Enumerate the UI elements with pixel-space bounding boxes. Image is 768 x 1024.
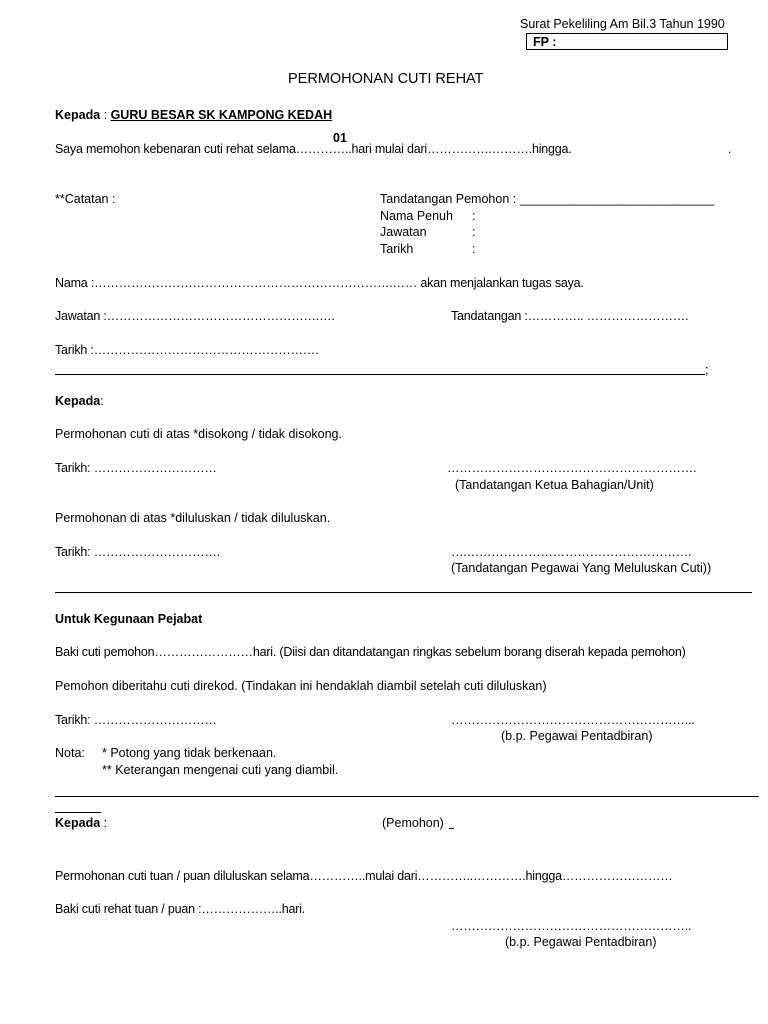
tarikh-colon: : [472,242,476,256]
head-signature-dots: ……………………………………………………. [447,461,697,475]
final-signature-caption: (b.p. Pegawai Pentadbiran) [505,935,657,949]
jawatan-colon: : [472,225,476,239]
leave-balance-text: Baki cuti pemohon……………………hari. (Diisi dan ditandatangan ringkas sebelum borang diserah kepada pemohon) [55,645,686,659]
approval-notice-text: Permohonan cuti tuan / puan diluluskan selama…………..mulai dari…………..………….hingga……………………… [55,869,673,883]
trailing-dot: . [728,142,732,156]
leave-request-text: Saya memohon kebenaran cuti rehat selama…………..hari mulai dari…………….……….hingga. [55,142,572,156]
approver-signature-caption: (Tandatangan Pegawai Yang Meluluskan Cuti)) [451,561,712,575]
nama-penuh-colon: : [472,209,476,223]
nota-item-1: * Potong yang tidak berkenaan. [102,746,277,760]
pemohon-label: (Pemohon) [382,816,444,830]
admin-signature-dots: …………………………………………………... [451,713,695,727]
kepada-colon: : [100,816,108,830]
nota-label: Nota: [55,746,85,760]
short-divider [55,812,101,813]
line-end-semicolon: ; [705,363,709,377]
office-use-heading: Untuk Kegunaan Pejabat [55,612,203,626]
jawatan-label: Jawatan [380,225,427,239]
head-signature-caption: (Tandatangan Ketua Bahagian/Unit) [455,478,654,492]
admin-signature-caption: (b.p. Pegawai Pentadbiran) [501,729,653,743]
page-title: PERMOHONAN CUTI REHAT [288,71,484,87]
supported-text: Permohonan cuti di atas *disokong / tidak disokong. [55,427,342,441]
kepada-line-2 [55,394,104,409]
approved-text: Permohonan di atas *diluluskan / tidak diluluskan. [55,511,331,525]
tarikh-label: Tarikh [380,242,414,256]
remaining-balance-text: Baki cuti rehat tuan / puan :………………..hari. [55,902,306,916]
catatan-label: **Catatan : [55,192,116,206]
section-divider-2 [55,592,752,593]
kepada-label: Kepada [55,108,101,122]
pemohon-underline [449,828,454,829]
section-divider-3 [55,796,759,797]
replacement-tandatangan: Tandatangan :………….. ……………………. [451,309,689,323]
leave-recorded-text: Pemohon diberitahu cuti direkod. (Tindakan ini hendaklah diambil setelah cuti diluluskan) [55,679,547,693]
tarikh-supported: Tarikh: ………………………… [55,461,217,475]
replacement-jawatan: Jawatan :…………………………………………….…. [55,309,335,323]
tarikh-office: Tarikh: ………………………… [55,713,217,727]
kepada-line-3 [55,816,107,831]
section-divider-1 [55,374,705,375]
nota-item-2: ** Keterangan mengenai cuti yang diambil. [102,763,339,777]
kepada-label: Kepada [55,394,101,408]
kepada-recipient: GURU BESAR SK KAMPONG KEDAH [110,108,333,122]
replacement-tarikh: Tarikh :………………………………………………. [55,343,319,357]
kepada-line-1 [55,108,332,123]
nama-penuh-label: Nama Penuh [380,209,453,223]
fp-label: FP : [533,35,557,49]
circular-reference: Surat Pekeliling Am Bil.3 Tahun 1990 [520,17,725,31]
replacement-nama: Nama :……………………………………………………………….…… akan menjalankan tugas saya. [55,276,584,290]
kepada-separator: : [100,108,111,122]
kepada-colon: : [100,394,104,408]
days-value: 01 [333,131,347,145]
final-signature-dots: ………………………………………………….. [451,919,692,933]
tarikh-approved: Tarikh: …………………………. [55,545,220,559]
kepada-label: Kepada [55,816,101,830]
applicant-signature-field: Tandatangan Pemohon : ____________________________ [380,192,715,206]
approver-signature-dots: ….………………………………………………. [451,545,692,559]
